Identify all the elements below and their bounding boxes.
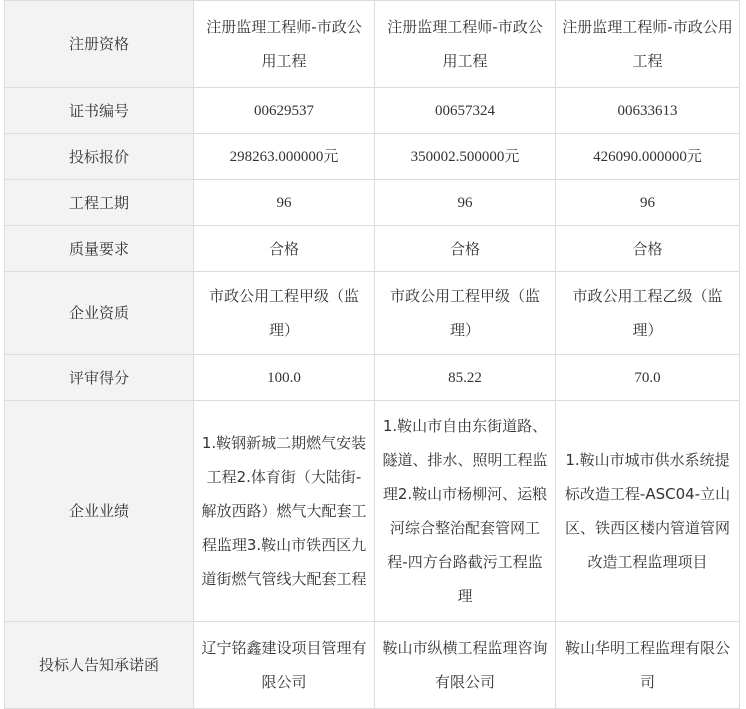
cell-value: 85.22 xyxy=(375,355,556,401)
row-cert-no xyxy=(5,88,740,134)
row-qualification xyxy=(5,1,740,88)
cell-value: 00629537 xyxy=(194,88,375,134)
cell-value: 注册监理工程师-市政公用工程 xyxy=(556,1,740,88)
cell-value: 00657324 xyxy=(375,88,556,134)
row-label: 投标人告知承诺函 xyxy=(5,622,194,709)
bid-results-table xyxy=(4,0,740,709)
cell-value: 1.鞍山市城市供水系统提标改造工程-ASC04-立山区、铁西区楼内管道管网改造工程监理项目 xyxy=(556,401,740,622)
cell-value: 298263.000000元 xyxy=(194,134,375,180)
cell-value: 辽宁铭鑫建设项目管理有限公司 xyxy=(194,622,375,709)
cell-value: 合格 xyxy=(375,226,556,272)
row-enterprise-qualification xyxy=(5,272,740,355)
cell-value: 鞍山市纵横工程监理咨询有限公司 xyxy=(375,622,556,709)
cell-value: 合格 xyxy=(556,226,740,272)
row-label: 投标报价 xyxy=(5,134,194,180)
row-bidder-commitment xyxy=(5,622,740,709)
cell-value: 1.鞍钢新城二期燃气安装工程2.体育街（大陆街-解放西路）燃气大配套工程监理3.鞍山市铁西区九道街燃气管线大配套工程 xyxy=(194,401,375,622)
cell-value: 00633613 xyxy=(556,88,740,134)
cell-value: 96 xyxy=(556,180,740,226)
cell-value: 1.鞍山市自由东街道路、隧道、排水、照明工程监理2.鞍山市杨柳河、运粮河综合整治配套管网工程-四方台路截污工程监理 xyxy=(375,401,556,622)
cell-value: 鞍山华明工程监理有限公司 xyxy=(556,622,740,709)
cell-value: 96 xyxy=(194,180,375,226)
cell-value: 426090.000000元 xyxy=(556,134,740,180)
row-duration xyxy=(5,180,740,226)
row-label: 评审得分 xyxy=(5,355,194,401)
cell-value: 100.0 xyxy=(194,355,375,401)
cell-value: 注册监理工程师-市政公用工程 xyxy=(375,1,556,88)
cell-value: 市政公用工程乙级（监理） xyxy=(556,272,740,355)
row-label: 证书编号 xyxy=(5,88,194,134)
cell-value: 注册监理工程师-市政公用工程 xyxy=(194,1,375,88)
row-label: 质量要求 xyxy=(5,226,194,272)
row-label: 注册资格 xyxy=(5,1,194,88)
cell-value: 市政公用工程甲级（监理） xyxy=(194,272,375,355)
row-label: 企业资质 xyxy=(5,272,194,355)
row-score xyxy=(5,355,740,401)
cell-value: 350002.500000元 xyxy=(375,134,556,180)
cell-value: 96 xyxy=(375,180,556,226)
row-performance xyxy=(5,401,740,622)
cell-value: 70.0 xyxy=(556,355,740,401)
cell-value: 市政公用工程甲级（监理） xyxy=(375,272,556,355)
row-bid-price xyxy=(5,134,740,180)
row-label: 工程工期 xyxy=(5,180,194,226)
cell-value: 合格 xyxy=(194,226,375,272)
row-quality xyxy=(5,226,740,272)
row-label: 企业业绩 xyxy=(5,401,194,622)
